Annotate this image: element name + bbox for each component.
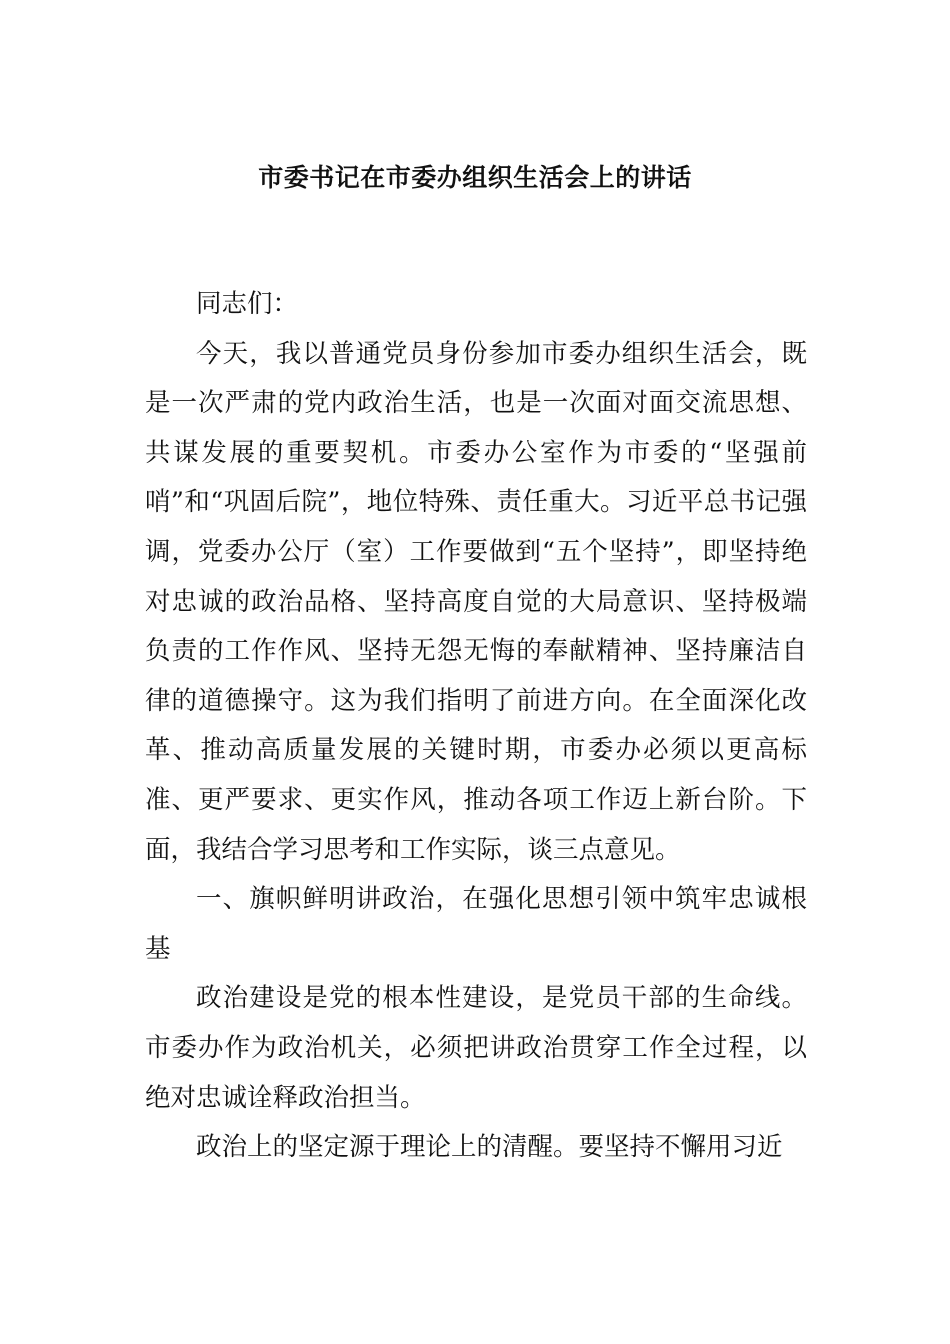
document-title: 市委书记在市委办组织生活会上的讲话 xyxy=(258,163,692,192)
intro-paragraph: 今天，我以普通党员身份参加市委办组织生活会，既是一次严肃的党内政治生活，也是一次面对面交流思想、共谋发展的重要契机。市委办公室作为市委的“坚强前哨”和“巩固后院”，地位特殊、责任重大。习近平总书记强调，党委办公厅（室）工作要做到“五个坚持”，即坚持绝对忠诚的政治品格、坚持高度自觉的大局意识、坚持极端负责的工作作风、坚持无怨无悔的奉献精神、坚持廉洁自律的道德操守。这为我们指明了前进方向。在全面深化改革、推动高质量发展的关键时期，市委办必须以更高标准、更严要求、更实作风，推动各项工作迈上新台阶。下面，我结合学习思考和工作实际，谈三点意见。 xyxy=(145,338,807,865)
document-body xyxy=(145,280,807,1173)
body-paragraph: 政治建设是党的根本性建设，是党员干部的生命线。市委办作为政治机关，必须把讲政治贯穿工作全过程，以绝对忠诚诠释政治担当。 xyxy=(145,983,807,1113)
body-paragraph: 政治上的坚定源于理论上的清醒。要坚持不懈用习近 xyxy=(196,1132,783,1163)
salutation-paragraph: 同志们： xyxy=(196,289,299,319)
section-heading: 一、旗帜鲜明讲政治，在强化思想引领中筑牢忠诚根基 xyxy=(145,884,807,964)
